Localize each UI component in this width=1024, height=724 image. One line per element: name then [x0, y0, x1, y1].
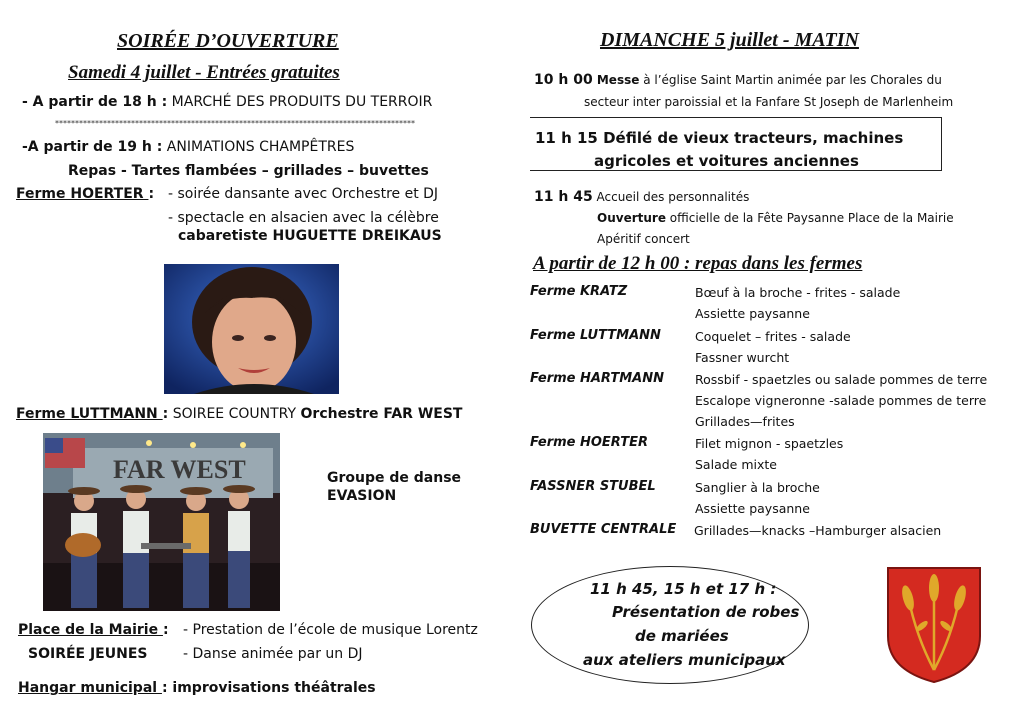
accueil-text: Accueil des personnalités	[592, 190, 750, 204]
mairie-text: - Prestation de l’école de musique Lorentz	[183, 622, 478, 638]
line-19h	[22, 139, 354, 155]
oval-line1: 11 h 45, 15 h et 17 h :	[590, 580, 777, 598]
stars-divider: ******************************************************************************************	[55, 119, 415, 128]
luttmann-colon: :	[162, 406, 169, 422]
mairie-label: Place de la Mairie	[18, 622, 163, 638]
hoerter-text1: - soirée dansante avec Orchestre et DJ	[168, 186, 439, 202]
menu-dish-kratz-1: Bœuf à la broche - frites - salade	[695, 285, 901, 300]
menu-farm-buvette: BUVETTE CENTRALE	[530, 522, 677, 537]
menu-farm-hoerter: Ferme HOERTER	[530, 435, 648, 450]
luttmann-text1: SOIREE COUNTRY	[168, 406, 301, 422]
luttmann-label: Ferme LUTTMANN	[16, 406, 163, 422]
danse-line1: Groupe de danse	[327, 470, 462, 486]
menu-dish-luttmann-2: Fassner wurcht	[695, 350, 790, 365]
menu-dish-hartmann-3: Grillades—frites	[695, 414, 795, 429]
messe-text2: secteur inter paroissial et la Fanfare St Joseph de Marlenheim	[584, 95, 954, 109]
menu-farm-kratz: Ferme KRATZ	[530, 284, 628, 299]
messe-bold: Messe	[592, 73, 640, 87]
menu-dish-hoerter-2: Salade mixte	[695, 457, 777, 472]
hangar-text: improvisations théâtrales	[167, 680, 376, 696]
jeunes-label: SOIRÉE JEUNES	[28, 646, 148, 662]
menu-farm-luttmann: Ferme LUTTMANN	[530, 328, 661, 343]
menu-dish-fassner-2: Assiette paysanne	[695, 501, 810, 516]
hangar-row	[18, 680, 376, 696]
luttmann-row	[16, 406, 462, 422]
jeunes-text: - Danse animée par un DJ	[183, 646, 363, 662]
luttmann-text2: Orchestre FAR WEST	[300, 406, 463, 422]
menu-dish-hartmann-2: Escalope vigneronne -salade pommes de terre	[695, 393, 987, 408]
messe-time: 10 h 00	[534, 72, 593, 88]
farwest-sign-text: FAR WEST	[113, 455, 246, 484]
danse-line2: EVASION	[327, 488, 397, 504]
line-18h-text: MARCHÉ DES PRODUITS DU TERROIR	[167, 94, 433, 110]
menu-farm-fassner: FASSNER STUBEL	[530, 479, 656, 494]
defile-line2: agricoles et voitures anciennes	[594, 152, 859, 170]
menu-dish-hartmann-1: Rossbif - spaetzles ou salade pommes de terre	[695, 372, 988, 387]
right-title: DIMANCHE 5 juillet - MATIN	[600, 29, 859, 51]
left-subtitle: Samedi 4 juillet - Entrées gratuites	[68, 62, 340, 83]
hoerter-colon: :	[148, 186, 155, 202]
repas-title: A partir de 12 h 00 : repas dans les fermes	[533, 253, 863, 274]
band-photo	[43, 433, 280, 611]
menu-farm-hartmann: Ferme HARTMANN	[530, 371, 664, 386]
mairie-row	[18, 622, 169, 638]
line-18h	[22, 94, 432, 110]
left-title: SOIRÉE D’OUVERTURE	[117, 30, 339, 52]
band-illustration	[43, 433, 280, 611]
ouverture-row	[597, 211, 954, 225]
line-18h-time: - A partir de 18 h :	[22, 94, 168, 110]
oval-line3: de mariées	[635, 627, 729, 645]
line-19h-text: ANIMATIONS CHAMPÊTRES	[162, 139, 355, 155]
accueil-time: 11 h 45	[534, 189, 593, 205]
hangar-colon: :	[161, 680, 168, 696]
menu-dish-luttmann-1: Coquelet – frites - salade	[695, 329, 851, 344]
hoerter-label: Ferme HOERTER	[16, 186, 149, 202]
oval-line4: aux ateliers municipaux	[583, 651, 786, 669]
hangar-label: Hangar municipal	[18, 680, 162, 696]
menu-dish-hoerter-1: Filet mignon - spaetzles	[695, 436, 844, 451]
oval-line2: Présentation de robes	[612, 603, 800, 621]
hoerter-text2: - spectacle en alsacien avec la célèbre	[168, 210, 439, 226]
village-crest	[886, 566, 982, 684]
defile-line1: 11 h 15 Défilé de vieux tracteurs, machines	[535, 129, 904, 147]
aperitif-line: Apéritif concert	[597, 232, 690, 246]
wheat-crest-icon	[886, 566, 982, 684]
hoerter-row	[16, 186, 154, 202]
messe-row	[534, 72, 942, 88]
hoerter-text3: cabaretiste HUGUETTE DREIKAUS	[178, 228, 442, 244]
portrait-photo	[164, 264, 339, 394]
portrait-illustration	[164, 264, 339, 394]
menu-dish-fassner-1: Sanglier à la broche	[695, 480, 820, 495]
line-19h-time: -A partir de 19 h :	[22, 139, 163, 155]
ouverture-text: officielle de la Fête Paysanne Place de la Mairie	[665, 211, 954, 225]
repas-line: Repas - Tartes flambées – grillades – buvettes	[68, 163, 429, 179]
menu-dish-kratz-2: Assiette paysanne	[695, 306, 810, 321]
mairie-colon: :	[162, 622, 169, 638]
messe-text: à l’église Saint Martin animée par les Chorales du	[639, 73, 942, 87]
menu-dish-buvette-1: Grillades—knacks –Hamburger alsacien	[694, 523, 942, 538]
accueil-row	[534, 189, 749, 205]
ouverture-bold: Ouverture	[597, 211, 666, 225]
